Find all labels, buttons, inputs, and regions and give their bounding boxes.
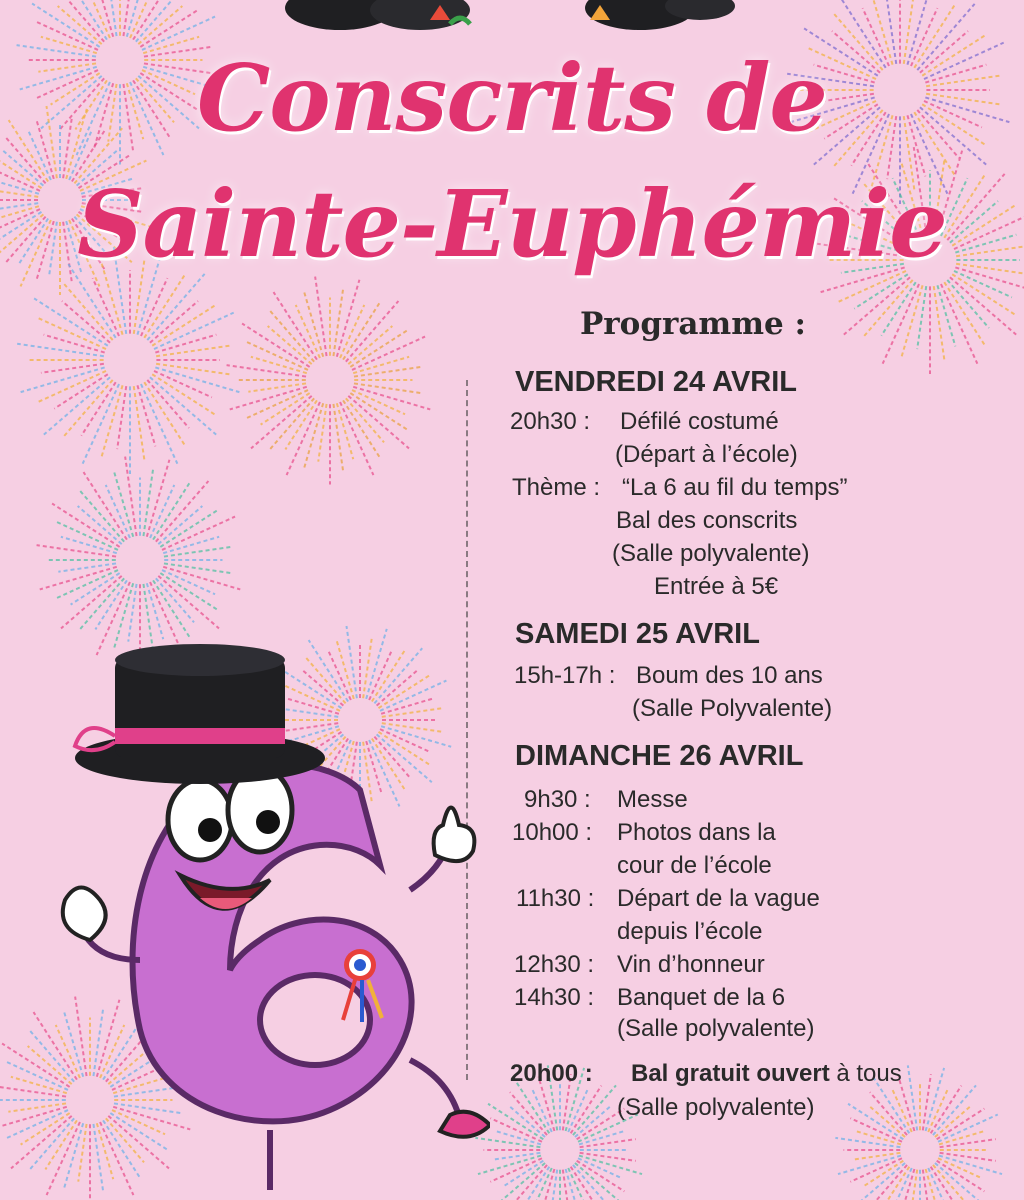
firework-spark — [934, 286, 945, 361]
firework-spark — [147, 460, 170, 537]
firework-spark — [296, 305, 320, 358]
firework-spark — [155, 367, 239, 392]
sunday-event-3-line2: depuis l’école — [617, 918, 763, 945]
sunday-event-2: Photos dans la — [617, 819, 776, 846]
friday-event-2-price: Entrée à 5€ — [654, 573, 779, 600]
firework-spark — [245, 390, 308, 419]
firework-spark — [926, 1169, 939, 1200]
sunday-event-5-location: (Salle polyvalente) — [617, 1015, 815, 1042]
firework-spark — [268, 326, 312, 364]
firework-spark — [79, 489, 124, 541]
firework-spark — [910, 1170, 917, 1200]
sunday-event-6-bold: Bal gratuit ouvert — [631, 1060, 830, 1087]
firework-spark — [227, 365, 306, 376]
firework-spark — [579, 1156, 642, 1175]
firework-spark — [162, 570, 215, 594]
saturday-time-1: 15h-17h : — [514, 662, 616, 689]
firework-spark — [17, 344, 104, 356]
firework-spark — [524, 1168, 551, 1200]
firework-spark — [164, 563, 233, 573]
firework-spark — [835, 1138, 900, 1147]
firework-spark — [269, 309, 314, 361]
firework-spark — [580, 1139, 636, 1147]
firework-spark — [850, 1158, 902, 1182]
firework-spark — [939, 1156, 1002, 1175]
firework-spark — [123, 0, 133, 36]
sunday-day: DIMANCHE 26 AVRIL — [515, 740, 804, 772]
sunday-event-6-location: (Salle polyvalente) — [617, 1094, 815, 1121]
sunday-event-5: Banquet de la 6 — [617, 984, 786, 1011]
firework-spark — [573, 1165, 604, 1200]
firework-spark — [315, 277, 326, 356]
firework-spark — [898, 1169, 914, 1200]
sunday-event-4: Vin d’honneur — [617, 951, 765, 978]
firework-spark — [21, 367, 105, 392]
firework-spark — [163, 567, 240, 590]
firework-spark — [550, 1170, 557, 1200]
firework-spark — [269, 398, 314, 450]
firework-spark — [40, 567, 117, 590]
firework-spark — [63, 380, 113, 437]
firework-spark — [580, 1153, 636, 1161]
firework-spark — [333, 404, 343, 473]
firework-spark — [568, 1168, 595, 1200]
programme-heading: Programme : — [580, 306, 806, 342]
firework-spark — [55, 570, 118, 599]
firework-spark — [230, 387, 307, 410]
firework-spark — [354, 383, 423, 393]
firework-spark — [101, 385, 122, 458]
firework-spark — [106, 485, 130, 538]
firework-spark — [337, 280, 360, 357]
firework-spark — [538, 1169, 554, 1200]
firework-spark — [923, 1074, 931, 1130]
top-hats-strip-icon — [285, 0, 735, 30]
firework-spark — [156, 345, 231, 356]
firework-spark — [901, 285, 922, 358]
firework-spark — [150, 485, 174, 538]
saturday-event-1-location: (Salle Polyvalente) — [632, 695, 833, 722]
firework-spark — [304, 290, 324, 356]
firework-spark — [340, 305, 364, 358]
sunday-time-6: 20h00 : — [510, 1060, 593, 1087]
saturday-day: SAMEDI 25 AVRIL — [515, 618, 760, 650]
friday-theme-text: “La 6 au fil du temps” — [622, 474, 848, 501]
sunday-time-4: 12h30 : — [514, 951, 595, 978]
firework-spark — [348, 326, 392, 364]
sunday-time-2: 10h00 : — [512, 819, 593, 846]
firework-spark — [352, 390, 405, 414]
firework-spark — [63, 283, 113, 340]
firework-spark — [940, 1153, 996, 1161]
firework-spark — [94, 0, 114, 37]
sunday-time-5: 14h30 : — [514, 984, 595, 1011]
firework-spark — [156, 578, 194, 622]
friday-time-1: 20h30 : — [510, 408, 591, 435]
sunday-event-6 — [631, 1060, 902, 1088]
firework-spark — [850, 1118, 902, 1142]
firework-spark — [928, 1168, 955, 1200]
friday-event-2: Bal des conscrits — [616, 507, 798, 534]
sunday-time-3: 11h30 : — [516, 885, 595, 912]
firework-spark — [138, 6, 182, 44]
firework-spark — [490, 1158, 542, 1182]
sunday-time-1: 9h30 : — [524, 786, 591, 813]
sunday-event-1: Messe — [617, 786, 688, 813]
firework-spark — [346, 398, 384, 442]
firework-spark — [863, 280, 913, 337]
firework-spark — [566, 1169, 579, 1200]
firework-spark — [333, 287, 343, 356]
firework-spark — [838, 1156, 901, 1175]
sunday-event-3: Départ de la vague — [617, 885, 820, 912]
firework-spark — [940, 1139, 996, 1147]
friday-event-1-detail: (Départ à l’école) — [615, 441, 798, 468]
firework-spark — [79, 578, 124, 630]
title-line-1: Conscrits de — [197, 44, 827, 152]
firework-spark — [245, 341, 308, 370]
number-six-mascot-icon — [30, 640, 490, 1200]
firework-spark — [37, 545, 116, 556]
firework-spark — [35, 21, 98, 50]
firework-spark — [884, 1168, 911, 1200]
firework-spark — [354, 367, 423, 377]
friday-theme-label: Thème : — [512, 474, 601, 501]
saturday-event-1: Boum des 10 ans — [636, 662, 823, 689]
title-line-2: Sainte-Euphémie — [77, 170, 947, 278]
firework-spark — [78, 506, 122, 544]
firework-spark — [926, 1068, 945, 1131]
firework-spark — [933, 1165, 964, 1200]
sunday-event-6-rest: à tous — [836, 1060, 902, 1087]
friday-event-2-location: (Salle polyvalente) — [612, 540, 810, 567]
sunday-event-2-line2: cour de l’école — [617, 852, 772, 879]
firework-spark — [143, 467, 153, 536]
firework-spark — [908, 1065, 917, 1130]
firework-spark — [304, 403, 324, 469]
firework-spark — [114, 470, 134, 536]
firework-spark — [58, 6, 102, 44]
firework-spark — [134, 386, 145, 461]
firework-spark — [156, 364, 231, 375]
firework-spark — [490, 1118, 542, 1142]
firework-spark — [158, 506, 202, 544]
firework-spark — [125, 457, 136, 536]
firework-spark — [55, 521, 118, 550]
friday-day: VENDREDI 24 AVRIL — [515, 366, 797, 398]
friday-event-1: Défilé costumé — [620, 408, 779, 435]
firework-spark — [353, 387, 430, 410]
firework-spark — [164, 547, 233, 557]
